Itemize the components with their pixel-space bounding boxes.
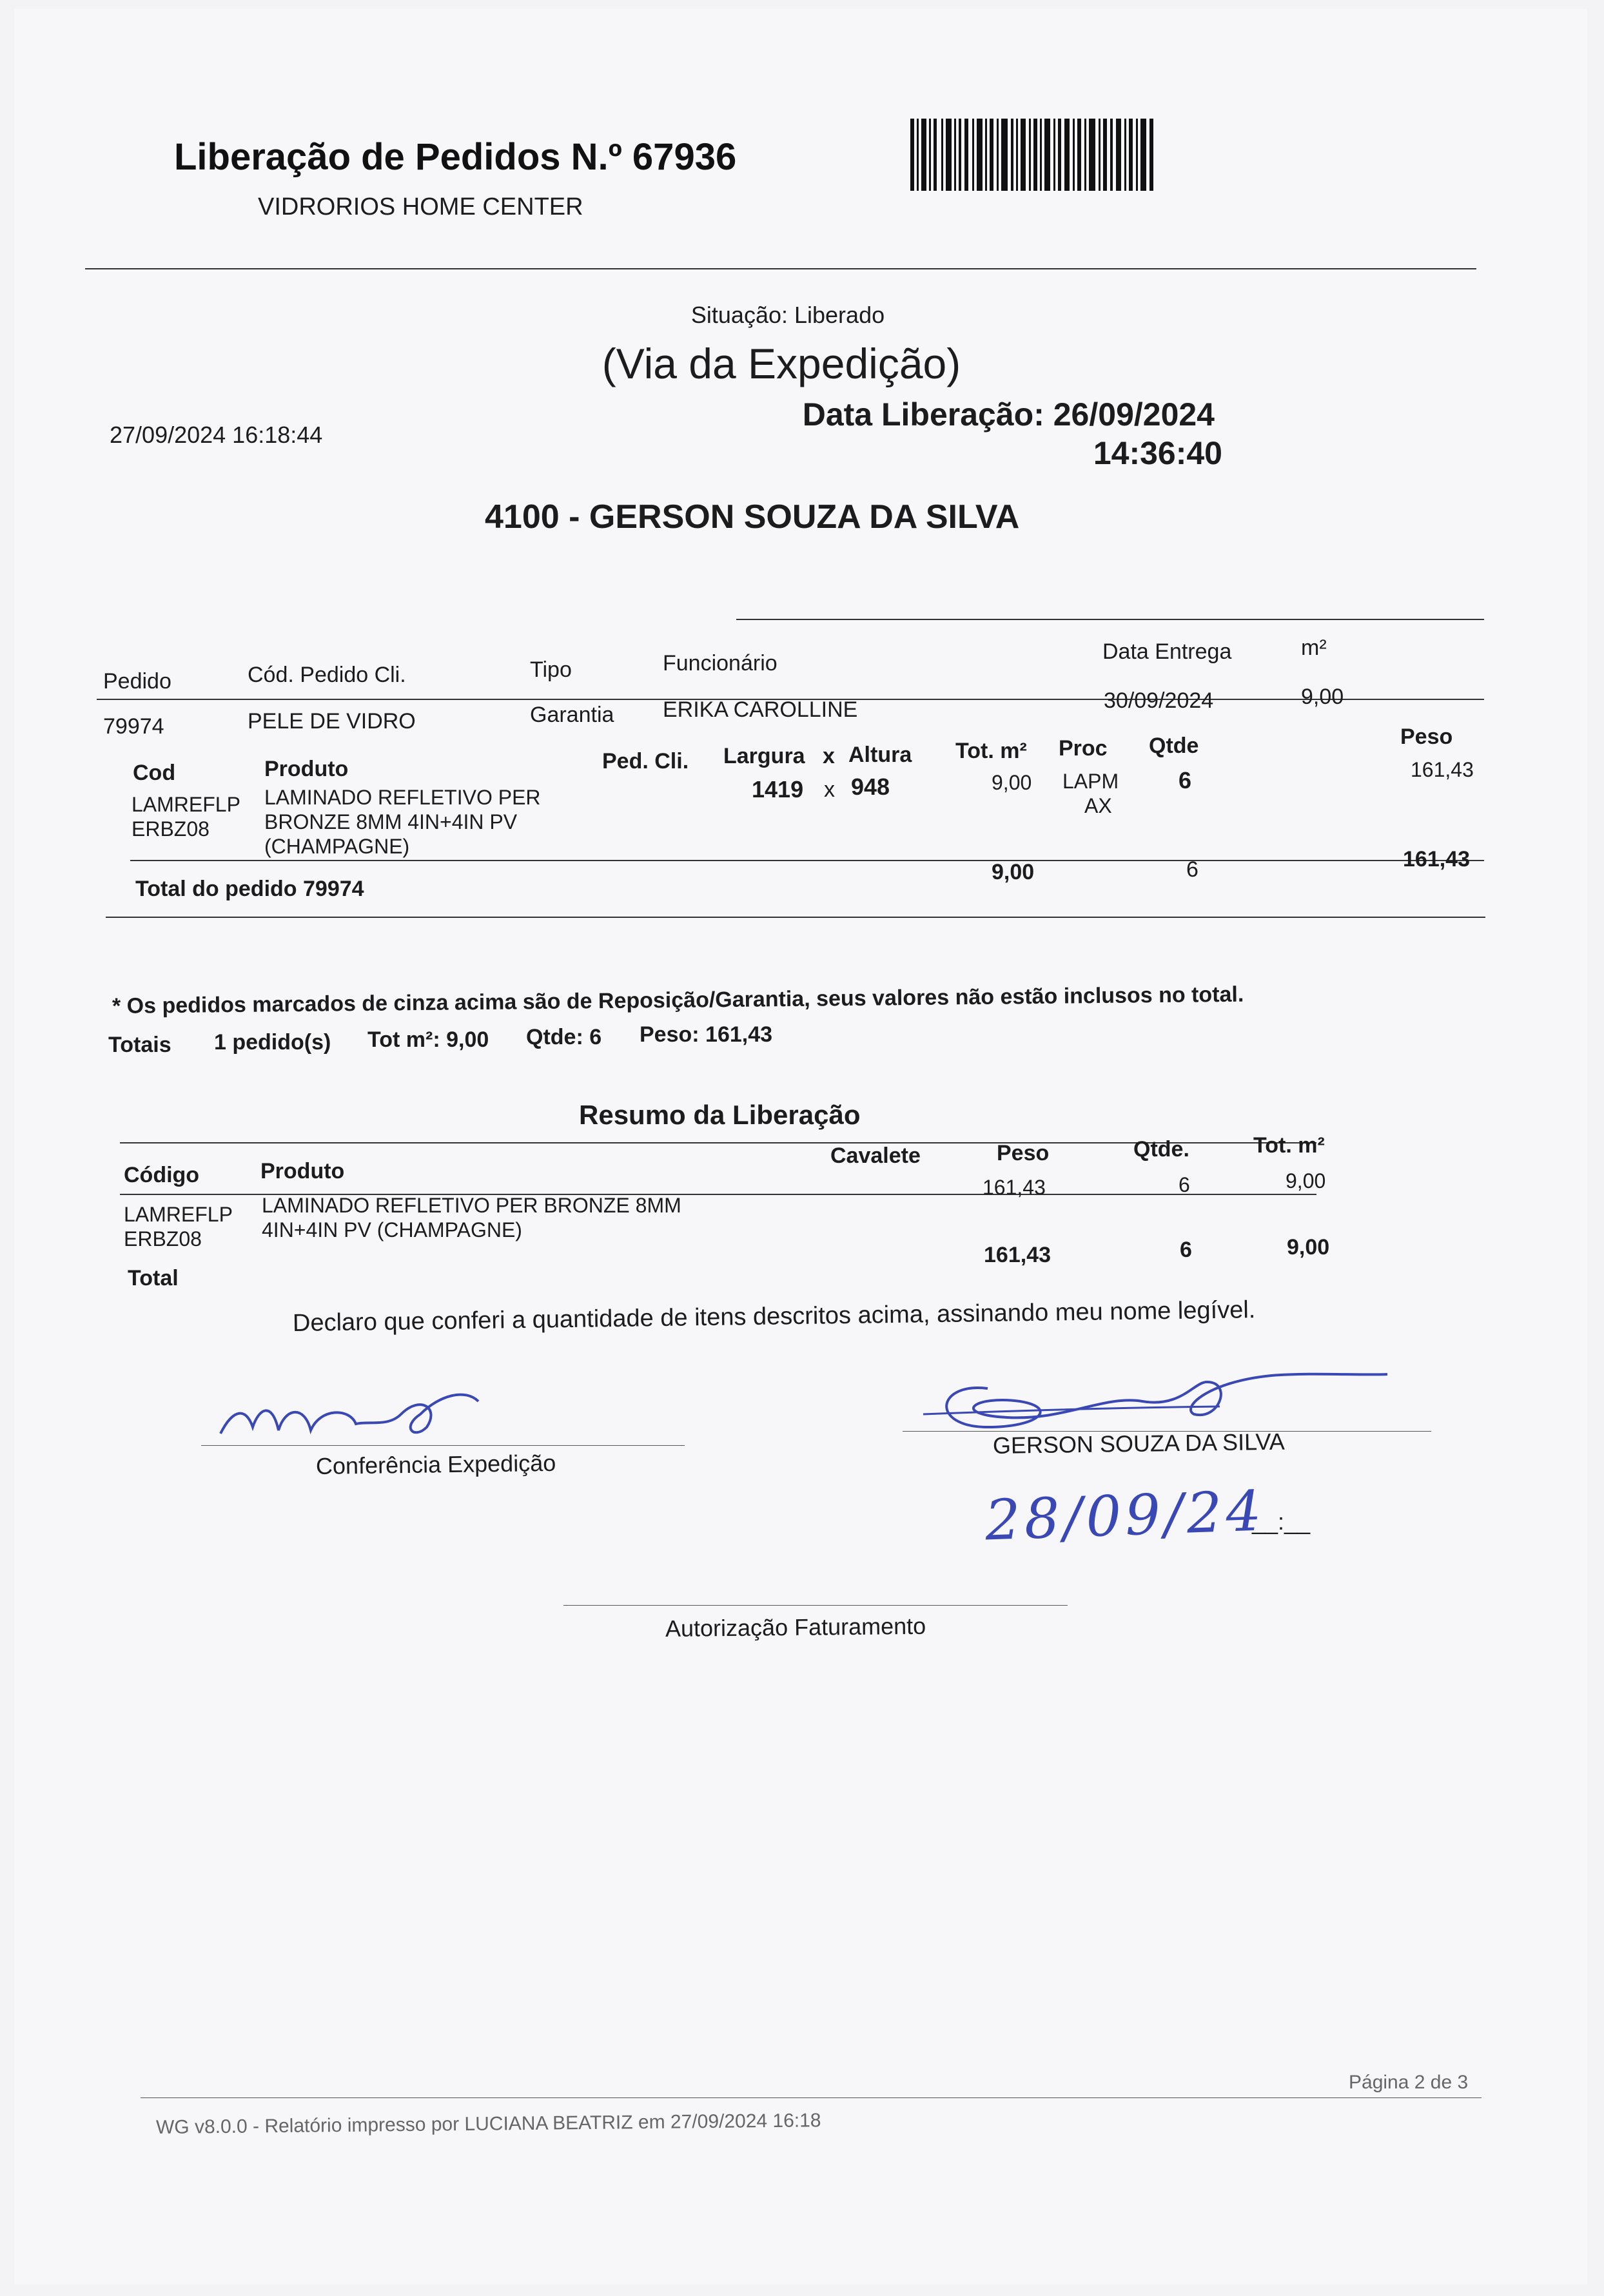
col-header-pedido: Pedido — [103, 669, 171, 694]
summary-cod-line2: ERBZ08 — [124, 1227, 202, 1250]
summary-header-codigo: Código — [124, 1163, 200, 1187]
item-peso: 161,43 — [1411, 758, 1474, 781]
company-name: VIDRORIOS HOME CENTER — [258, 193, 583, 220]
item-header-x: x — [823, 744, 835, 768]
summary-qtde: 6 — [1179, 1173, 1190, 1196]
summary-cod-line1: LAMREFLP — [124, 1203, 233, 1226]
item-altura: 948 — [851, 773, 890, 800]
item-produto: LAMINADO REFLETIVO PER BRONZE 8MM 4IN+4IN PV (CHAMPAGNE) — [264, 786, 541, 858]
order-total-m2: 9,00 — [992, 860, 1035, 884]
summary-peso: 161,43 — [983, 1176, 1046, 1199]
cell-tipo: Garantia — [530, 703, 614, 727]
col-header-tipo: Tipo — [530, 657, 572, 682]
summary-total-label: Total — [128, 1266, 179, 1290]
item-header-largura: Largura — [723, 744, 805, 768]
status-label: Situação: Liberado — [690, 302, 885, 328]
item-tot-m2: 9,00 — [992, 771, 1032, 794]
item-header-produto: Produto — [264, 757, 349, 781]
item-x: x — [824, 777, 835, 802]
item-cod-line1: LAMREFLP — [132, 793, 240, 816]
col-header-funcionario: Funcionário — [663, 651, 778, 676]
conference-signature — [208, 1369, 620, 1453]
totals-m2: Tot m²: 9,00 — [367, 1027, 489, 1052]
page-number: Página 2 de 3 — [1349, 2072, 1469, 2093]
header-divider — [85, 268, 1476, 269]
summary-title: Resumo da Liberação — [579, 1100, 861, 1130]
summary-header-cavalete: Cavalete — [830, 1143, 921, 1168]
item-header-cod: Cod — [133, 761, 176, 785]
customer-name: 4100 - GERSON SOUZA DA SILVA — [485, 498, 1020, 536]
authorization-signature-line — [563, 1605, 1068, 1606]
cell-data-entrega: 30/09/2024 — [1104, 688, 1214, 713]
handwritten-date: 28/09/24 — [984, 1479, 1266, 1553]
summary-total-tot-m2: 9,00 — [1287, 1235, 1330, 1260]
time-placeholder: __:__ — [1252, 1508, 1311, 1535]
col-header-m2: m² — [1301, 636, 1327, 660]
table-top-divider — [736, 619, 1484, 620]
document-title: Liberação de Pedidos N.º 67936 — [174, 136, 737, 178]
item-header-qtde: Qtde — [1149, 734, 1199, 758]
item-cod-line2: ERBZ08 — [132, 817, 210, 841]
totals-pedidos: 1 pedido(s) — [214, 1030, 331, 1055]
col-header-data-entrega: Data Entrega — [1102, 639, 1232, 664]
via-label: (Via da Expedição) — [602, 340, 961, 387]
item-total-divider — [130, 860, 1484, 861]
cell-funcionario: ERIKA CAROLLINE — [663, 697, 858, 722]
summary-total-qtde: 6 — [1180, 1238, 1192, 1262]
conference-signature-line — [201, 1445, 685, 1446]
col-header-cod-pedido-cli: Cód. Pedido Cli. — [248, 663, 406, 687]
totals-label: Totais — [108, 1033, 171, 1057]
totals-qtde: Qtde: 6 — [526, 1025, 602, 1049]
totals-peso: Peso: 161,43 — [640, 1022, 773, 1047]
table-bottom-divider — [106, 917, 1485, 918]
item-header-ped-cli: Ped. Cli. — [602, 749, 689, 773]
summary-header-produto: Produto — [260, 1159, 345, 1183]
summary-header-peso: Peso — [997, 1141, 1050, 1165]
summary-produto-line1: LAMINADO REFLETIVO PER BRONZE 8MM — [262, 1194, 681, 1217]
item-header-proc: Proc — [1059, 736, 1108, 761]
document-page — [14, 9, 1587, 2284]
item-proc-line1: LAPM — [1062, 770, 1119, 793]
release-time: 14:36:40 — [1093, 435, 1222, 471]
item-proc-line2: AX — [1084, 794, 1112, 817]
barcode — [910, 119, 1155, 191]
cell-m2: 9,00 — [1301, 685, 1344, 709]
conference-label: Conferência Expedição — [315, 1449, 556, 1479]
summary-header-tot-m2: Tot. m² — [1253, 1133, 1325, 1158]
summary-tot-m2: 9,00 — [1286, 1169, 1326, 1192]
summary-header-qtde: Qtde. — [1133, 1137, 1189, 1162]
item-largura: 1419 — [752, 776, 804, 803]
gray-note: * Os pedidos marcados de cinza acima são de Reposição/Garantia, seus valores não estão inclusos no total. — [112, 982, 1244, 1018]
summary-produto-line2: 4IN+4IN PV (CHAMPAGNE) — [262, 1218, 522, 1241]
item-header-tot-m2: Tot. m² — [955, 739, 1027, 763]
cell-pedido: 79974 — [103, 714, 164, 739]
item-header-altura: Altura — [848, 743, 912, 767]
order-total-peso: 161,43 — [1403, 847, 1470, 871]
printed-timestamp: 27/09/2024 16:18:44 — [110, 422, 323, 448]
release-date: Data Liberação: 26/09/2024 — [802, 396, 1215, 433]
cell-cod-pedido-cli: PELE DE VIDRO — [248, 709, 416, 734]
summary-total-peso: 161,43 — [984, 1243, 1051, 1267]
item-qtde: 6 — [1179, 767, 1192, 793]
order-total-label: Total do pedido 79974 — [135, 877, 364, 901]
declaration-text: Declaro que conferi a quantidade de itens descritos acima, assinando meu nome legível. — [292, 1296, 1256, 1337]
authorization-label: Autorização Faturamento — [665, 1612, 926, 1642]
customer-name-label: GERSON SOUZA DA SILVA — [992, 1428, 1286, 1459]
order-total-qtde: 6 — [1186, 857, 1198, 882]
item-header-peso: Peso — [1400, 725, 1453, 749]
footer-divider — [141, 2097, 1482, 2098]
footer-printed-by: WG v8.0.0 - Relatório impresso por LUCIANA BEATRIZ em 27/09/2024 16:18 — [155, 2110, 821, 2138]
